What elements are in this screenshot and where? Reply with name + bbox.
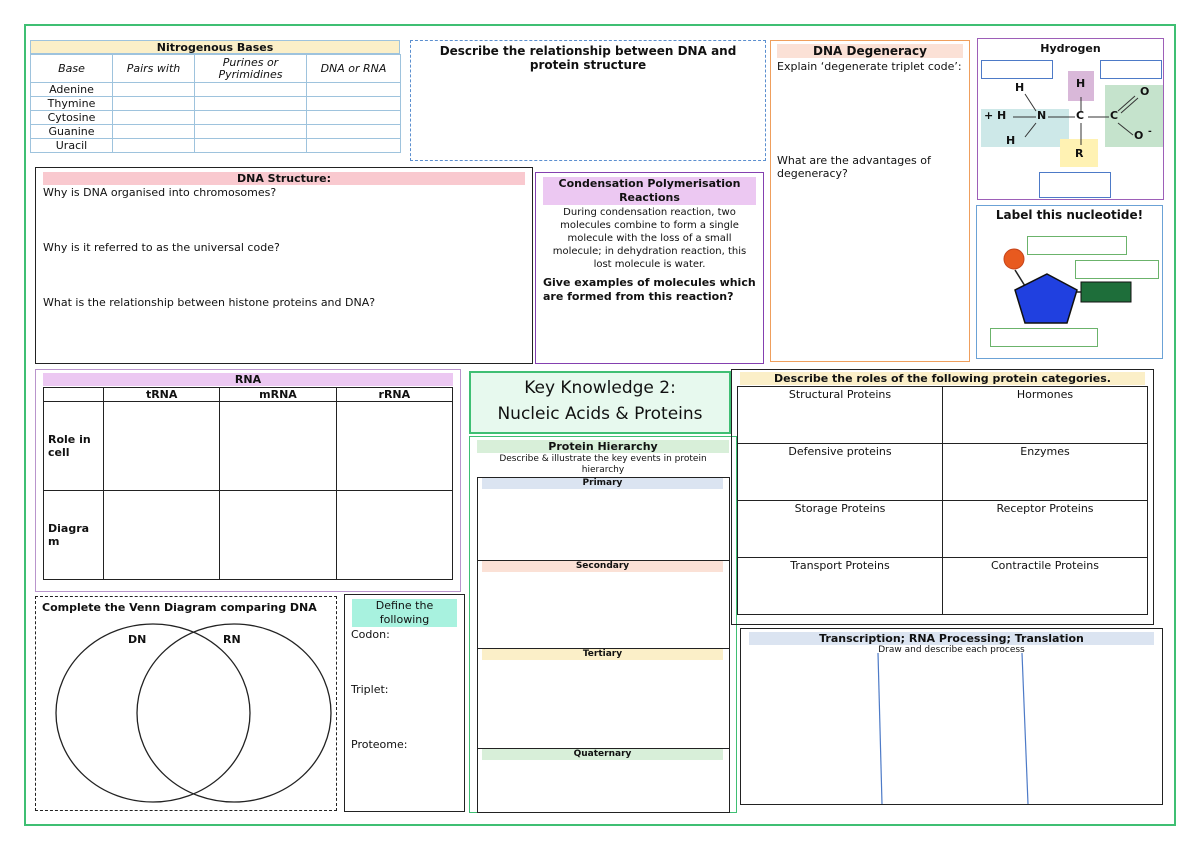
col-mrna: mRNA [220, 388, 336, 402]
role-contractile[interactable]: Contractile Proteins [943, 558, 1148, 615]
key-knowledge-banner [469, 371, 731, 434]
answer-cell[interactable] [307, 97, 401, 111]
col-rrna: rRNA [336, 388, 452, 402]
role-defensive[interactable]: Defensive proteins [738, 444, 943, 501]
protein-roles-table [737, 386, 1148, 615]
rna-corner [44, 388, 104, 402]
protein-hierarchy-subtitle: Describe & illustrate the key events in protein hierarchy [499, 454, 707, 475]
atom-o-minus: O [1134, 129, 1144, 142]
nucleotide-title: Label this nucleotide! [995, 208, 1144, 222]
protein-roles-section [731, 369, 1154, 625]
hydrogen-section [977, 38, 1164, 200]
dna-structure-question-3: What is the relationship between histone proteins and DNA? [43, 296, 376, 309]
venn-section [35, 596, 337, 811]
answer-cell[interactable] [307, 83, 401, 97]
answer-cell[interactable] [307, 125, 401, 139]
answer-cell[interactable] [195, 139, 307, 153]
answer-cell[interactable] [104, 491, 220, 580]
answer-cell[interactable] [336, 402, 452, 491]
level-tertiary[interactable]: Tertiary [482, 649, 723, 660]
define-proteome: Proteome: [351, 738, 408, 751]
venn-diagram[interactable] [36, 597, 338, 812]
key-knowledge-line2: Nucleic Acids & Proteins [497, 404, 703, 424]
answer-cell[interactable] [220, 491, 336, 580]
dna-structure-section[interactable] [35, 167, 533, 364]
dna-structure-title: DNA Structure: [43, 172, 525, 185]
atom-o-top: O [1140, 85, 1150, 98]
hydrogen-title: Hydrogen [1040, 42, 1101, 55]
header-pairs-with: Pairs with [113, 55, 195, 83]
base-rect-icon [1081, 282, 1131, 302]
answer-cell[interactable] [195, 125, 307, 139]
condensation-section[interactable] [535, 172, 764, 364]
answer-cell[interactable] [195, 111, 307, 125]
answer-cell[interactable] [307, 111, 401, 125]
role-structural[interactable]: Structural Proteins [738, 387, 943, 444]
col-trna: tRNA [104, 388, 220, 402]
phosphate-icon [1004, 249, 1024, 269]
header-dna-rna: DNA or RNA [307, 55, 401, 83]
base-uracil: Uracil [31, 139, 113, 153]
protein-roles-title: Describe the roles of the following protein categories. [740, 372, 1145, 385]
level-primary[interactable]: Primary [482, 478, 723, 489]
condensation-title: Condensation Polymerisation Reactions [543, 177, 756, 205]
condensation-question: Give examples of molecules which are formed from this reaction? [543, 276, 756, 303]
transcription-subtitle: Draw and describe each process [878, 645, 1025, 655]
rna-title: RNA [43, 373, 453, 386]
base-thymine: Thymine [31, 97, 113, 111]
atom-c-carboxyl: C [1110, 109, 1119, 122]
atom-n: N [1037, 109, 1047, 122]
nucleotide-diagram [977, 206, 1164, 360]
rna-table [43, 387, 453, 580]
rna-section [35, 369, 461, 592]
role-transport[interactable]: Transport Proteins [738, 558, 943, 615]
key-knowledge-line1: Key Knowledge 2: [524, 378, 676, 398]
transcription-dividers [741, 629, 1164, 806]
answer-cell[interactable] [195, 97, 307, 111]
protein-hierarchy-section [469, 436, 737, 813]
row-role-label: Role in cell [44, 402, 104, 491]
venn-circle-right [137, 624, 331, 802]
dna-protein-section[interactable] [410, 40, 766, 161]
base-adenine: Adenine [31, 83, 113, 97]
charge-minus: - [1148, 127, 1152, 137]
answer-cell[interactable] [113, 83, 195, 97]
atom-r: R [1075, 147, 1084, 160]
answer-cell[interactable] [220, 402, 336, 491]
answer-cell[interactable] [113, 125, 195, 139]
header-base: Base [31, 55, 113, 83]
base-guanine: Guanine [31, 125, 113, 139]
transcription-title: Transcription; RNA Processing; Translation [749, 632, 1154, 645]
protein-hierarchy-title: Protein Hierarchy [477, 440, 729, 453]
venn-label-left: DN [128, 633, 147, 646]
level-quaternary[interactable]: Quaternary [482, 749, 723, 760]
label-box-bottom[interactable] [1039, 172, 1111, 198]
define-codon: Codon: [351, 628, 390, 641]
answer-cell[interactable] [336, 491, 452, 580]
condensation-description: During condensation reaction, two molecules combine to form a single molecule with the loss of a small molecule; in dehydration reaction, this lost molecule is water. [552, 207, 747, 270]
define-section[interactable] [344, 594, 465, 812]
dna-degeneracy-title: DNA Degeneracy [777, 44, 963, 58]
atom-h-top: H [1076, 77, 1086, 90]
level-secondary[interactable]: Secondary [482, 561, 723, 572]
row-diagram-label: Diagra m [44, 491, 104, 580]
sugar-pentagon-icon [1015, 274, 1077, 323]
degeneracy-question-2: What are the advantages of degeneracy? [777, 154, 931, 180]
answer-cell[interactable] [113, 139, 195, 153]
nitrogenous-bases-table [30, 54, 401, 153]
degeneracy-question-1: Explain ‘degenerate triplet code’: [777, 60, 962, 73]
transcription-section[interactable] [740, 628, 1163, 805]
venn-label-right: RN [223, 633, 241, 646]
dna-degeneracy-section[interactable] [770, 40, 970, 362]
venn-circle-left [56, 624, 250, 802]
answer-cell[interactable] [113, 111, 195, 125]
nucleotide-section [976, 205, 1163, 359]
dna-protein-title: Describe the relationship between DNA and protein structure [439, 44, 737, 72]
role-enzymes[interactable]: Enzymes [943, 444, 1148, 501]
answer-cell[interactable] [104, 402, 220, 491]
hierarchy-box [477, 477, 730, 813]
answer-cell[interactable] [307, 139, 401, 153]
venn-title: Complete the Venn Diagram comparing DNA [42, 601, 317, 614]
define-title: Define the following [352, 599, 457, 627]
answer-cell[interactable] [195, 83, 307, 97]
role-storage[interactable]: Storage Proteins [738, 501, 943, 558]
atom-h-plus: + H [984, 109, 1007, 122]
nitrogenous-bases-section [30, 40, 400, 153]
dna-structure-question-1: Why is DNA organised into chromosomes? [43, 186, 277, 199]
atom-h-left1: H [1015, 81, 1025, 94]
nitrogenous-bases-title: Nitrogenous Bases [30, 40, 400, 54]
dna-structure-question-2: Why is it referred to as the universal code? [43, 241, 280, 254]
base-cytosine: Cytosine [31, 111, 113, 125]
atom-h-left2: H [1006, 134, 1016, 147]
define-triplet: Triplet: [351, 683, 389, 696]
role-hormones[interactable]: Hormones [943, 387, 1148, 444]
atom-c-alpha: C [1076, 109, 1085, 122]
header-purines: Purines or Pyrimidines [195, 55, 307, 83]
answer-cell[interactable] [113, 97, 195, 111]
role-receptor[interactable]: Receptor Proteins [943, 501, 1148, 558]
